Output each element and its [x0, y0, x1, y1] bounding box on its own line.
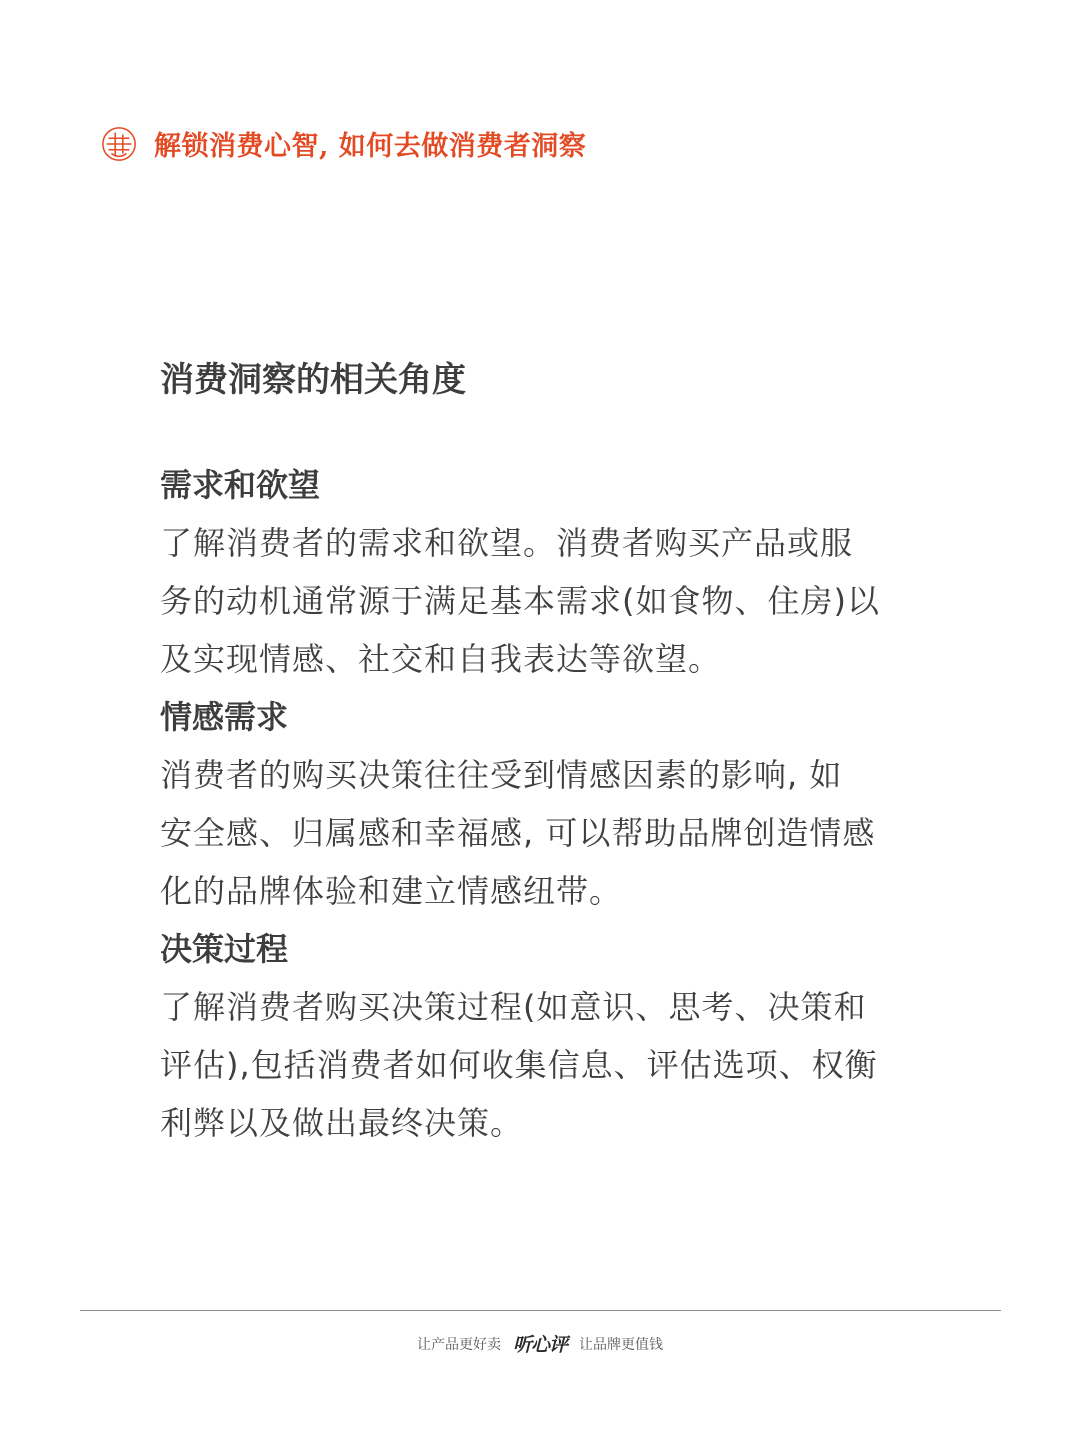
header [100, 124, 586, 163]
page-title: 消费洞察的相关角度 [160, 360, 466, 400]
section-body-line: 利弊以及做出最终决策。 [160, 1104, 524, 1142]
footer-divider [80, 1310, 1001, 1311]
section-body-line: 务的动机通常源于满足基本需求(如食物、住房)以 [160, 582, 880, 620]
footer-brand-logo: 听心评 [512, 1334, 567, 1356]
section-body-line: 化的品牌体验和建立情感纽带。 [160, 872, 623, 910]
section-body-line: 及实现情感、社交和自我表达等欲望。 [160, 640, 722, 678]
section-body-line: 消费者的购买决策往往受到情感因素的影响, 如 [160, 756, 843, 794]
section-heading: 决策过程 [160, 930, 289, 968]
main-content [160, 352, 930, 1152]
section-heading: 情感需求 [160, 698, 289, 736]
footer-right-slogan: 让品牌更值钱 [579, 1336, 663, 1353]
section-needs-desires [160, 456, 930, 688]
section-decision-process [160, 920, 930, 1152]
section-heading: 需求和欲望 [160, 466, 321, 504]
footer [0, 1330, 1080, 1357]
seal-logo-icon [100, 125, 138, 163]
section-body-line: 评估),包括消费者如何收集信息、评估选项、权衡 [160, 1046, 878, 1084]
section-emotional-needs [160, 688, 930, 920]
section-body-line: 了解消费者购买决策过程(如意识、思考、决策和 [160, 988, 867, 1026]
section-body-line: 了解消费者的需求和欲望。消费者购买产品或服 [160, 524, 854, 562]
section-body-line: 安全感、归属感和幸福感, 可以帮助品牌创造情感 [160, 814, 876, 852]
header-title: 解锁消费心智, 如何去做消费者洞察 [154, 131, 587, 162]
footer-left-slogan: 让产品更好卖 [416, 1336, 501, 1353]
